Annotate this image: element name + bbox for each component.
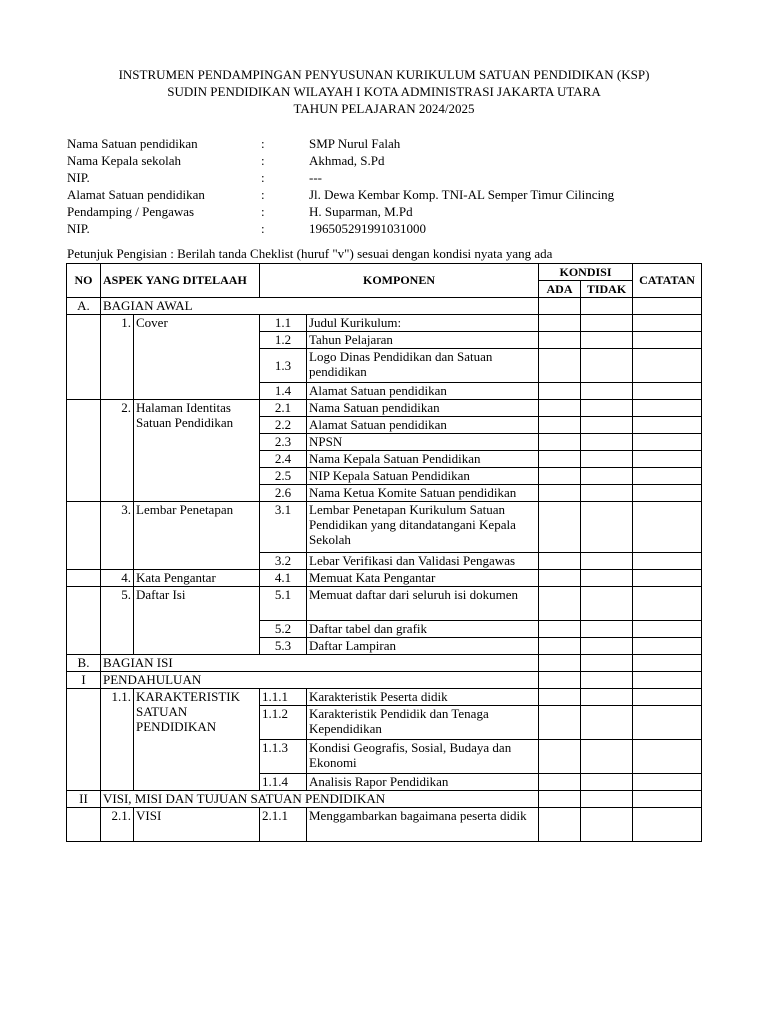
- section-no: I: [67, 672, 101, 689]
- table-row: [67, 298, 702, 315]
- check-ada[interactable]: [539, 434, 581, 451]
- info-separator: :: [261, 204, 265, 219]
- header-catatan: CATATAN: [633, 264, 702, 298]
- component-text: Menggambarkan bagaimana peserta didik: [307, 808, 539, 842]
- catatan-cell[interactable]: [633, 349, 702, 383]
- table-row: [67, 502, 702, 553]
- table-row: [67, 587, 702, 621]
- header-tidak: TIDAK: [581, 281, 633, 298]
- check-tidak[interactable]: [581, 332, 633, 349]
- component-text: Nama Satuan pendidikan: [307, 400, 539, 417]
- check-tidak[interactable]: [581, 706, 633, 740]
- check-tidak[interactable]: [581, 485, 633, 502]
- info-separator: :: [261, 221, 265, 236]
- component-text: Nama Kepala Satuan Pendidikan: [307, 451, 539, 468]
- item-no: 1.1.: [101, 689, 134, 791]
- check-tidak[interactable]: [581, 587, 633, 621]
- catatan-cell[interactable]: [633, 417, 702, 434]
- info-value: SMP Nurul Falah: [309, 136, 401, 151]
- component-text: Alamat Satuan pendidikan: [307, 383, 539, 400]
- item-aspek: Daftar Isi: [134, 587, 260, 655]
- info-label: Nama Kepala sekolah: [67, 153, 182, 168]
- item-aspek: Kata Pengantar: [134, 570, 260, 587]
- component-text: Analisis Rapor Pendidikan: [307, 774, 539, 791]
- section-no: II: [67, 791, 101, 808]
- title-line-1: INSTRUMEN PENDAMPINGAN PENYUSUNAN KURIKULUM SATUAN PENDIDIKAN (KSP): [118, 67, 650, 82]
- check-tidak[interactable]: [581, 621, 633, 638]
- catatan-cell[interactable]: [633, 400, 702, 417]
- component-text: Karakteristik Pendidik dan Tenaga Kependidikan: [307, 706, 539, 740]
- component-text: Nama Ketua Komite Satuan pendidikan: [307, 485, 539, 502]
- component-text: Logo Dinas Pendidikan dan Satuan pendidikan: [307, 349, 539, 383]
- item-no: 3.: [101, 502, 134, 570]
- component-text: Kondisi Geografis, Sosial, Budaya dan Ekonomi: [307, 740, 539, 774]
- component-code: 4.1: [260, 570, 307, 587]
- item-aspek: Cover: [134, 315, 260, 400]
- component-code: 2.1.1: [260, 808, 307, 842]
- check-ada[interactable]: [539, 332, 581, 349]
- check-ada[interactable]: [539, 587, 581, 621]
- component-text: Judul Kurikulum:: [307, 315, 539, 332]
- table-header-row: [67, 264, 702, 281]
- check-tidak[interactable]: [581, 451, 633, 468]
- component-code: 2.1: [260, 400, 307, 417]
- catatan-cell[interactable]: [633, 706, 702, 740]
- info-value: 196505291991031000: [309, 221, 426, 236]
- component-text: Memuat Kata Pengantar: [307, 570, 539, 587]
- component-code: 1.1.3: [260, 740, 307, 774]
- empty-cell: [67, 502, 101, 570]
- component-code: 2.5: [260, 468, 307, 485]
- item-no: 2.: [101, 400, 134, 502]
- component-code: 5.3: [260, 638, 307, 655]
- info-value: Akhmad, S.Pd: [309, 153, 385, 168]
- catatan-cell[interactable]: [633, 298, 702, 315]
- check-ada[interactable]: [539, 400, 581, 417]
- component-text: Lebar Verifikasi dan Validasi Pengawas: [307, 553, 539, 570]
- check-ada[interactable]: [539, 706, 581, 740]
- check-tidak[interactable]: [581, 740, 633, 774]
- check-tidak[interactable]: [581, 570, 633, 587]
- check-tidak[interactable]: [581, 502, 633, 553]
- component-code: 1.1: [260, 315, 307, 332]
- instruction-text: Petunjuk Pengisian : Berilah tanda Cheklist (huruf "v") sesuai dengan kondisi nyata yang ada: [67, 246, 553, 261]
- check-ada[interactable]: [539, 451, 581, 468]
- component-text: NPSN: [307, 434, 539, 451]
- title-line-2: SUDIN PENDIDIKAN WILAYAH I KOTA ADMINISTRASI JAKARTA UTARA: [167, 84, 601, 99]
- empty-cell: [67, 400, 101, 502]
- catatan-cell[interactable]: [633, 332, 702, 349]
- item-aspek: KARAKTERISTIK SATUAN PENDIDIKAN: [134, 689, 260, 791]
- component-text: Daftar tabel dan grafik: [307, 621, 539, 638]
- component-code: 5.1: [260, 587, 307, 621]
- component-code: 1.1.2: [260, 706, 307, 740]
- component-code: 2.3: [260, 434, 307, 451]
- item-aspek: VISI: [134, 808, 260, 842]
- item-no: 2.1.: [101, 808, 134, 842]
- catatan-cell[interactable]: [633, 570, 702, 587]
- info-label: NIP.: [67, 170, 90, 185]
- component-text: Daftar Lampiran: [307, 638, 539, 655]
- table-row: [67, 672, 702, 689]
- check-ada[interactable]: [539, 485, 581, 502]
- header-komponen: KOMPONEN: [260, 264, 539, 298]
- section-no: A.: [67, 298, 101, 315]
- info-value: H. Suparman, M.Pd: [309, 204, 413, 219]
- check-ada[interactable]: [539, 808, 581, 842]
- table-row: [67, 791, 702, 808]
- table-row: [67, 315, 702, 332]
- component-code: 1.2: [260, 332, 307, 349]
- section-title: BAGIAN AWAL: [101, 298, 539, 315]
- check-ada[interactable]: [539, 740, 581, 774]
- catatan-cell[interactable]: [633, 434, 702, 451]
- table-row: [67, 400, 702, 417]
- check-ada[interactable]: [539, 638, 581, 655]
- empty-cell: [67, 808, 101, 842]
- header-kondisi: KONDISI: [539, 264, 633, 281]
- table-row: [67, 570, 702, 587]
- check-tidak[interactable]: [581, 417, 633, 434]
- info-label: Nama Satuan pendidikan: [67, 136, 198, 151]
- section-no: B.: [67, 655, 101, 672]
- catatan-cell[interactable]: [633, 502, 702, 553]
- document-title: [0, 66, 768, 117]
- info-separator: :: [261, 170, 265, 185]
- info-separator: :: [261, 153, 265, 168]
- section-title: VISI, MISI DAN TUJUAN SATUAN PENDIDIKAN: [101, 791, 539, 808]
- check-ada[interactable]: [539, 417, 581, 434]
- check-tidak[interactable]: [581, 468, 633, 485]
- empty-cell: [67, 587, 101, 655]
- info-value: Jl. Dewa Kembar Komp. TNI-AL Semper Timur Cilincing: [309, 187, 615, 202]
- check-ada[interactable]: [539, 502, 581, 553]
- component-code: 2.2: [260, 417, 307, 434]
- info-separator: :: [261, 136, 265, 151]
- catatan-cell[interactable]: [633, 485, 702, 502]
- catatan-cell[interactable]: [633, 655, 702, 672]
- component-code: 5.2: [260, 621, 307, 638]
- info-label: Alamat Satuan pendidikan: [67, 187, 205, 202]
- check-tidak[interactable]: [581, 672, 633, 689]
- catatan-cell[interactable]: [633, 621, 702, 638]
- catatan-cell[interactable]: [633, 740, 702, 774]
- item-aspek: Lembar Penetapan: [134, 502, 260, 570]
- check-tidak[interactable]: [581, 689, 633, 706]
- component-code: 3.1: [260, 502, 307, 553]
- check-ada[interactable]: [539, 468, 581, 485]
- table-row: [67, 655, 702, 672]
- table-row: [67, 808, 702, 842]
- check-ada[interactable]: [539, 383, 581, 400]
- component-text: Alamat Satuan pendidikan: [307, 417, 539, 434]
- table-row: [67, 689, 702, 706]
- empty-cell: [67, 315, 101, 400]
- check-tidak[interactable]: [581, 400, 633, 417]
- component-text: Memuat daftar dari seluruh isi dokumen: [307, 587, 539, 621]
- component-code: 1.3: [260, 349, 307, 383]
- check-tidak[interactable]: [581, 774, 633, 791]
- check-tidak[interactable]: [581, 655, 633, 672]
- catatan-cell[interactable]: [633, 587, 702, 621]
- catatan-cell[interactable]: [633, 383, 702, 400]
- check-tidak[interactable]: [581, 383, 633, 400]
- catatan-cell[interactable]: [633, 774, 702, 791]
- component-code: 2.6: [260, 485, 307, 502]
- empty-cell: [67, 689, 101, 791]
- info-separator: :: [261, 187, 265, 202]
- info-value: ---: [309, 170, 322, 185]
- component-text: Karakteristik Peserta didik: [307, 689, 539, 706]
- catatan-cell[interactable]: [633, 808, 702, 842]
- catatan-cell[interactable]: [633, 672, 702, 689]
- check-ada[interactable]: [539, 655, 581, 672]
- item-no: 1.: [101, 315, 134, 400]
- item-no: 4.: [101, 570, 134, 587]
- check-tidak[interactable]: [581, 791, 633, 808]
- check-tidak[interactable]: [581, 298, 633, 315]
- check-ada[interactable]: [539, 689, 581, 706]
- info-label: NIP.: [67, 221, 90, 236]
- check-ada[interactable]: [539, 621, 581, 638]
- check-ada[interactable]: [539, 315, 581, 332]
- component-text: Lembar Penetapan Kurikulum Satuan Pendidikan yang ditandatangani Kepala Sekolah: [307, 502, 539, 553]
- component-code: 1.1.4: [260, 774, 307, 791]
- check-tidak[interactable]: [581, 553, 633, 570]
- check-ada[interactable]: [539, 774, 581, 791]
- checklist-table: [66, 263, 702, 842]
- catatan-cell[interactable]: [633, 638, 702, 655]
- catatan-cell[interactable]: [633, 451, 702, 468]
- item-no: 5.: [101, 587, 134, 655]
- catatan-cell[interactable]: [633, 553, 702, 570]
- check-tidak[interactable]: [581, 434, 633, 451]
- check-tidak[interactable]: [581, 315, 633, 332]
- check-ada[interactable]: [539, 298, 581, 315]
- check-tidak[interactable]: [581, 349, 633, 383]
- catatan-cell[interactable]: [633, 791, 702, 808]
- header-aspek: ASPEK YANG DITELAAH: [101, 264, 260, 298]
- check-ada[interactable]: [539, 791, 581, 808]
- check-ada[interactable]: [539, 553, 581, 570]
- component-text: NIP Kepala Satuan Pendidikan: [307, 468, 539, 485]
- check-ada[interactable]: [539, 349, 581, 383]
- component-code: 1.4: [260, 383, 307, 400]
- title-line-3: TAHUN PELAJARAN 2024/2025: [293, 101, 475, 116]
- section-title: BAGIAN ISI: [101, 655, 539, 672]
- check-ada[interactable]: [539, 672, 581, 689]
- catatan-cell[interactable]: [633, 689, 702, 706]
- item-aspek: Halaman Identitas Satuan Pendidikan: [134, 400, 260, 502]
- check-ada[interactable]: [539, 570, 581, 587]
- info-label: Pendamping / Pengawas: [67, 204, 195, 219]
- header-no: NO: [67, 264, 101, 298]
- catatan-cell[interactable]: [633, 315, 702, 332]
- component-code: 2.4: [260, 451, 307, 468]
- catatan-cell[interactable]: [633, 468, 702, 485]
- empty-cell: [67, 570, 101, 587]
- component-code: 3.2: [260, 553, 307, 570]
- header-ada: ADA: [539, 281, 581, 298]
- check-tidak[interactable]: [581, 808, 633, 842]
- section-title: PENDAHULUAN: [101, 672, 539, 689]
- component-text: Tahun Pelajaran: [307, 332, 539, 349]
- check-tidak[interactable]: [581, 638, 633, 655]
- component-code: 1.1.1: [260, 689, 307, 706]
